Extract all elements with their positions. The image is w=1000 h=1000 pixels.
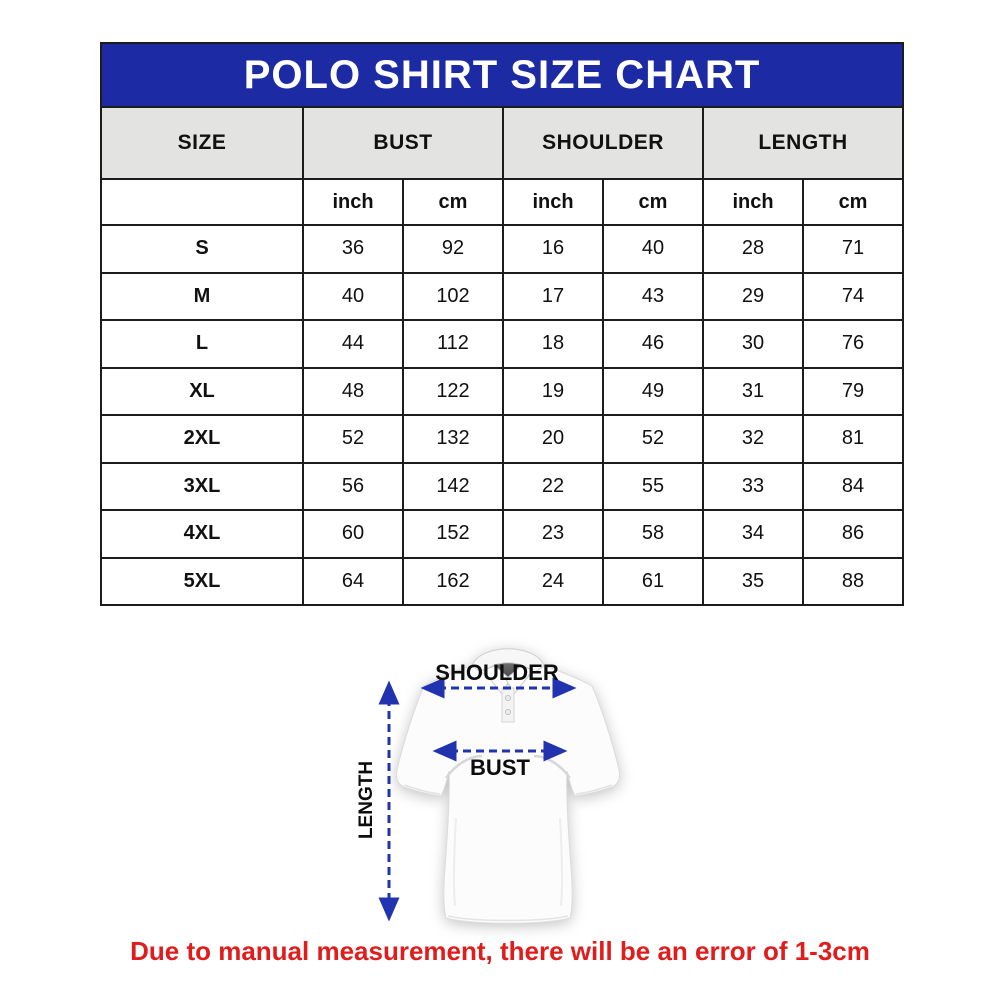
- measurement-value: 48: [303, 368, 403, 416]
- measurement-error-note: Due to manual measurement, there will be an error of 1-3cm: [130, 936, 870, 966]
- table-row: [101, 225, 903, 273]
- length-label: LENGTH: [356, 760, 377, 840]
- measurement-value: 20: [503, 415, 603, 463]
- measurement-value: 52: [303, 415, 403, 463]
- size-label: 4XL: [101, 510, 303, 558]
- size-label: S: [101, 225, 303, 273]
- measurement-value: 18: [503, 320, 603, 368]
- shoulder-label: SHOULDER: [435, 660, 559, 685]
- size-label: 5XL: [101, 558, 303, 606]
- measurement-value: 22: [503, 463, 603, 511]
- size-label: 2XL: [101, 415, 303, 463]
- measurement-value: 58: [603, 510, 703, 558]
- column-header-bust: BUST: [303, 107, 503, 179]
- polo-shirt-illustration: [352, 628, 662, 948]
- measurement-value: 16: [503, 225, 603, 273]
- unit-header: cm: [603, 179, 703, 225]
- column-header-length: LENGTH: [703, 107, 903, 179]
- measurement-value: 88: [803, 558, 903, 606]
- measurement-value: 40: [603, 225, 703, 273]
- measurement-value: 55: [603, 463, 703, 511]
- measurement-value: 60: [303, 510, 403, 558]
- size-table: [100, 42, 904, 606]
- measurement-value: 56: [303, 463, 403, 511]
- bust-label: BUST: [470, 755, 530, 780]
- measurement-value: 17: [503, 273, 603, 321]
- measurement-value: 142: [403, 463, 503, 511]
- measurement-value: 162: [403, 558, 503, 606]
- size-label: XL: [101, 368, 303, 416]
- measurement-value: 49: [603, 368, 703, 416]
- measurement-value: 29: [703, 273, 803, 321]
- column-group-row: [101, 107, 903, 179]
- measurement-value: 36: [303, 225, 403, 273]
- size-label: 3XL: [101, 463, 303, 511]
- table-row: [101, 273, 903, 321]
- measurement-value: 24: [503, 558, 603, 606]
- measurement-value: 122: [403, 368, 503, 416]
- column-header-size: SIZE: [101, 107, 303, 179]
- unit-header: inch: [703, 179, 803, 225]
- unit-header: cm: [403, 179, 503, 225]
- measurement-value: 81: [803, 415, 903, 463]
- measurement-value: 74: [803, 273, 903, 321]
- measurement-value: 102: [403, 273, 503, 321]
- size-label: L: [101, 320, 303, 368]
- table-row: [101, 558, 903, 606]
- measurement-value: 31: [703, 368, 803, 416]
- measurement-value: 84: [803, 463, 903, 511]
- measurement-value: 61: [603, 558, 703, 606]
- measurement-value: 33: [703, 463, 803, 511]
- measurement-value: 46: [603, 320, 703, 368]
- measurement-value: 43: [603, 273, 703, 321]
- measurement-value: 19: [503, 368, 603, 416]
- measurement-value: 23: [503, 510, 603, 558]
- measurement-value: 132: [403, 415, 503, 463]
- chart-title: POLO SHIRT SIZE CHART: [101, 43, 903, 107]
- measurement-value: 92: [403, 225, 503, 273]
- measurement-value: 30: [703, 320, 803, 368]
- measurement-value: 40: [303, 273, 403, 321]
- measurement-value: 152: [403, 510, 503, 558]
- polo-shirt-shape: [396, 649, 619, 924]
- measurement-value: 28: [703, 225, 803, 273]
- size-table-body: [101, 225, 903, 605]
- column-header-shoulder: SHOULDER: [503, 107, 703, 179]
- measurement-value: 86: [803, 510, 903, 558]
- unit-header: inch: [503, 179, 603, 225]
- measurement-diagram: [352, 628, 662, 948]
- measurement-value: 64: [303, 558, 403, 606]
- table-row: [101, 415, 903, 463]
- measurement-value: 76: [803, 320, 903, 368]
- table-row: [101, 320, 903, 368]
- measurement-value: 32: [703, 415, 803, 463]
- unit-subheader-row: [101, 179, 903, 225]
- measurement-value: 79: [803, 368, 903, 416]
- table-row: [101, 368, 903, 416]
- unit-header-empty: [101, 179, 303, 225]
- table-row: [101, 510, 903, 558]
- measurement-value: 112: [403, 320, 503, 368]
- measurement-value: 35: [703, 558, 803, 606]
- size-label: M: [101, 273, 303, 321]
- measurement-value: 44: [303, 320, 403, 368]
- unit-header: cm: [803, 179, 903, 225]
- unit-header: inch: [303, 179, 403, 225]
- table-row: [101, 463, 903, 511]
- measurement-value: 71: [803, 225, 903, 273]
- measurement-value: 34: [703, 510, 803, 558]
- measurement-value: 52: [603, 415, 703, 463]
- table-title-row: [101, 43, 903, 107]
